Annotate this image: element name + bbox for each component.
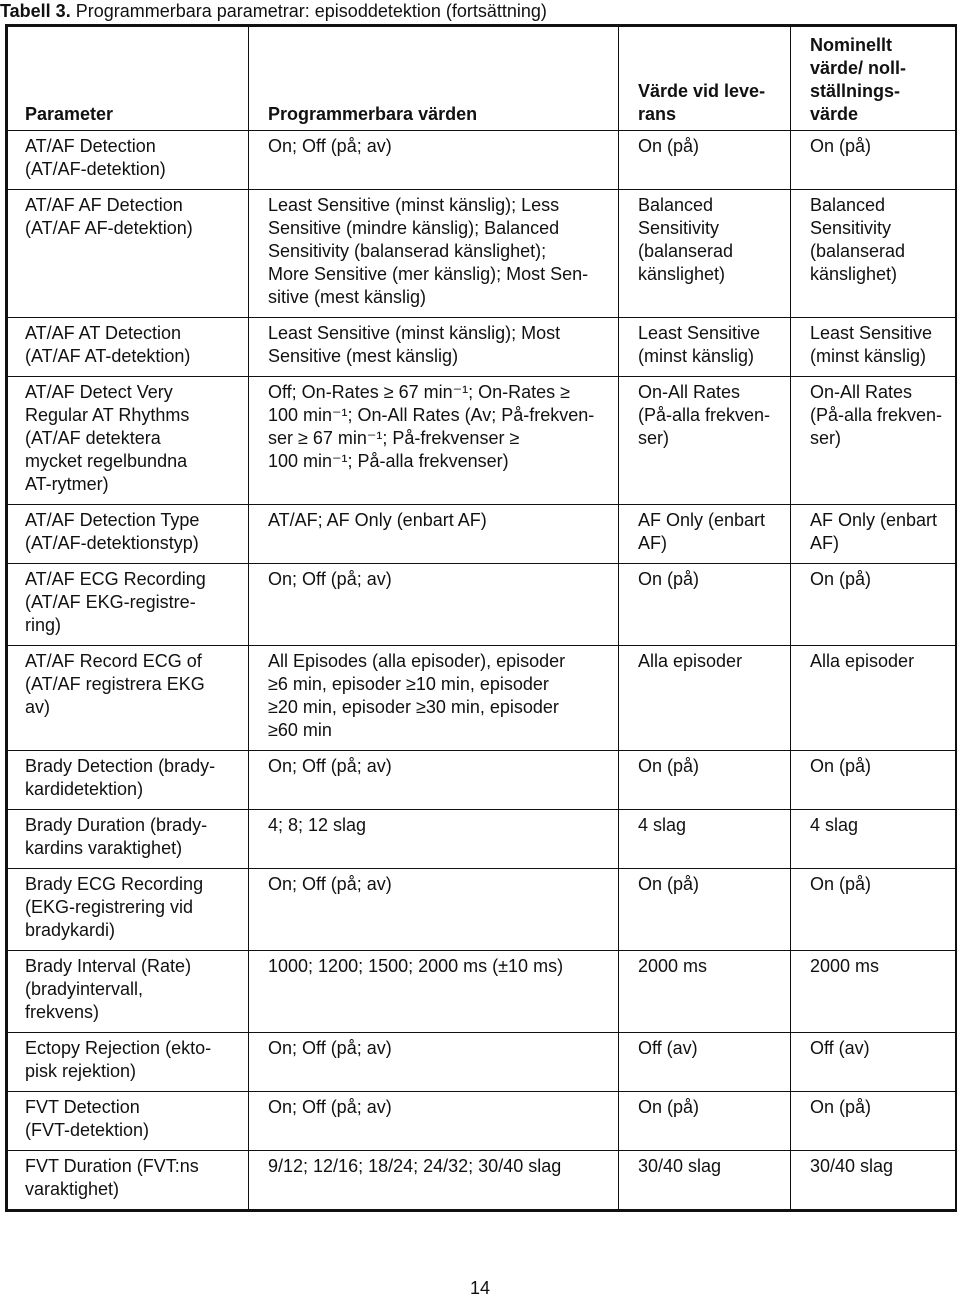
cell-shipped-value: On (på): [619, 869, 791, 951]
cell-programmable-values: Least Sensitive (minst känslig); Less Sensitive (mindre känslig); Balanced Sensitivity (balanserad känslighet); More Sensitive (mer känslig); Most Sen- sitive (mest känslig): [249, 190, 619, 318]
cell-programmable-values: All Episodes (alla episoder), episoder ≥6 min, episoder ≥10 min, episoder ≥20 min, episoder ≥30 min, episoder ≥60 min: [249, 646, 619, 751]
column-header-nominal-value: Nominellt värde/ noll- ställnings- värde: [791, 27, 956, 131]
table-row: [8, 318, 956, 377]
cell-parameter: AT/AF Detect Very Regular AT Rhythms (AT/AF detektera mycket regelbundna AT-rytmer): [8, 377, 249, 505]
cell-programmable-values: On; Off (på; av): [249, 869, 619, 951]
cell-shipped-value: 2000 ms: [619, 951, 791, 1033]
table-caption-label: Tabell 3.: [0, 1, 71, 21]
cell-shipped-value: Balanced Sensitivity (balanserad känslighet): [619, 190, 791, 318]
table-row: [8, 951, 956, 1033]
cell-programmable-values: 1000; 1200; 1500; 2000 ms (±10 ms): [249, 951, 619, 1033]
parameter-table: [7, 26, 956, 1210]
table-header-row: [8, 27, 956, 131]
cell-programmable-values: On; Off (på; av): [249, 1033, 619, 1092]
table-row: [8, 646, 956, 751]
cell-shipped-value: On (på): [619, 1092, 791, 1151]
cell-nominal-value: 30/40 slag: [791, 1151, 956, 1210]
table-row: [8, 869, 956, 951]
cell-nominal-value: On (på): [791, 131, 956, 190]
cell-parameter: AT/AF Detection (AT/AF-detektion): [8, 131, 249, 190]
table-row: [8, 1092, 956, 1151]
cell-nominal-value: On (på): [791, 869, 956, 951]
cell-parameter: Brady ECG Recording (EKG-registrering vid bradykardi): [8, 869, 249, 951]
cell-parameter: AT/AF AF Detection (AT/AF AF-detektion): [8, 190, 249, 318]
cell-parameter: AT/AF Detection Type (AT/AF-detektionstyp): [8, 505, 249, 564]
cell-shipped-value: Off (av): [619, 1033, 791, 1092]
cell-shipped-value: 30/40 slag: [619, 1151, 791, 1210]
table-row: [8, 751, 956, 810]
cell-nominal-value: Alla episoder: [791, 646, 956, 751]
cell-parameter: AT/AF AT Detection (AT/AF AT-detektion): [8, 318, 249, 377]
cell-shipped-value: On (på): [619, 131, 791, 190]
page-number: 14: [469, 1278, 491, 1297]
cell-programmable-values: On; Off (på; av): [249, 564, 619, 646]
cell-shipped-value: On-All Rates (På-alla frekven- ser): [619, 377, 791, 505]
cell-programmable-values: On; Off (på; av): [249, 751, 619, 810]
table-row: [8, 1033, 956, 1092]
cell-nominal-value: On-All Rates (På-alla frekven- ser): [791, 377, 956, 505]
table-row: [8, 377, 956, 505]
cell-programmable-values: 4; 8; 12 slag: [249, 810, 619, 869]
cell-shipped-value: Alla episoder: [619, 646, 791, 751]
cell-programmable-values: AT/AF; AF Only (enbart AF): [249, 505, 619, 564]
parameter-table-frame: [5, 24, 957, 1212]
cell-parameter: AT/AF ECG Recording (AT/AF EKG-registre- ring): [8, 564, 249, 646]
cell-nominal-value: 4 slag: [791, 810, 956, 869]
table-row: [8, 131, 956, 190]
cell-nominal-value: Least Sensitive (minst känslig): [791, 318, 956, 377]
table-row: [8, 810, 956, 869]
cell-shipped-value: On (på): [619, 564, 791, 646]
table-caption: [0, 0, 547, 22]
table-row: [8, 505, 956, 564]
cell-parameter: Brady Detection (brady- kardidetektion): [8, 751, 249, 810]
cell-parameter: FVT Detection (FVT-detektion): [8, 1092, 249, 1151]
table-caption-text: Programmerbara parametrar: episoddetektion (fortsättning): [70, 1, 547, 21]
cell-shipped-value: 4 slag: [619, 810, 791, 869]
cell-programmable-values: 9/12; 12/16; 18/24; 24/32; 30/40 slag: [249, 1151, 619, 1210]
cell-parameter: AT/AF Record ECG of (AT/AF registrera EKG av): [8, 646, 249, 751]
table-row: [8, 1151, 956, 1210]
cell-nominal-value: On (på): [791, 751, 956, 810]
cell-nominal-value: Balanced Sensitivity (balanserad känslighet): [791, 190, 956, 318]
cell-nominal-value: AF Only (enbart AF): [791, 505, 956, 564]
table-body: [8, 131, 956, 1210]
cell-programmable-values: On; Off (på; av): [249, 131, 619, 190]
column-header-shipped-value: Värde vid leve- rans: [619, 27, 791, 131]
cell-programmable-values: Off; On-Rates ≥ 67 min⁻¹; On-Rates ≥ 100 min⁻¹; On-All Rates (Av; På-frekven- ser ≥ 67 min⁻¹; På-frekvenser ≥ 100 min⁻¹; På-alla frekvenser): [249, 377, 619, 505]
cell-programmable-values: Least Sensitive (minst känslig); Most Sensitive (mest känslig): [249, 318, 619, 377]
cell-nominal-value: Off (av): [791, 1033, 956, 1092]
table-row: [8, 564, 956, 646]
cell-shipped-value: Least Sensitive (minst känslig): [619, 318, 791, 377]
column-header-programmable-values: Programmerbara värden: [249, 27, 619, 131]
cell-nominal-value: On (på): [791, 564, 956, 646]
cell-nominal-value: 2000 ms: [791, 951, 956, 1033]
cell-nominal-value: On (på): [791, 1092, 956, 1151]
cell-parameter: Ectopy Rejection (ekto- pisk rejektion): [8, 1033, 249, 1092]
table-row: [8, 190, 956, 318]
cell-parameter: FVT Duration (FVT:ns varaktighet): [8, 1151, 249, 1210]
column-header-parameter: Parameter: [8, 27, 249, 131]
cell-shipped-value: On (på): [619, 751, 791, 810]
cell-programmable-values: On; Off (på; av): [249, 1092, 619, 1151]
cell-parameter: Brady Duration (brady- kardins varaktighet): [8, 810, 249, 869]
cell-shipped-value: AF Only (enbart AF): [619, 505, 791, 564]
cell-parameter: Brady Interval (Rate) (bradyintervall, frekvens): [8, 951, 249, 1033]
